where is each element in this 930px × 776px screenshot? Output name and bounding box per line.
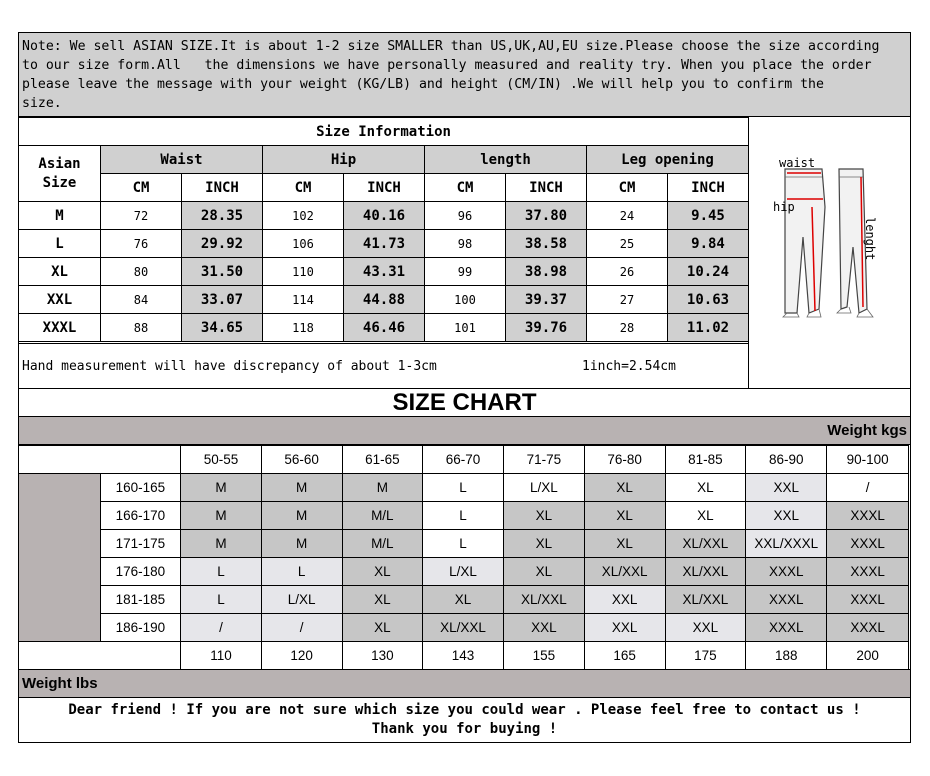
length-label: lenght <box>863 217 877 261</box>
weight-kgs-header: 71-75 <box>503 446 584 474</box>
size-cell: L <box>261 558 342 586</box>
size-cell: XL <box>503 530 584 558</box>
size-cell: XXL <box>746 502 827 530</box>
size-cell: XXL/XXXL <box>746 530 827 558</box>
cm-value: 27 <box>587 286 668 314</box>
height-row <box>19 502 909 530</box>
inch-value: 38.98 <box>506 258 587 286</box>
size-label: XXXL <box>19 314 101 342</box>
weight-kgs-header: 61-65 <box>342 446 423 474</box>
inch-value: 34.65 <box>182 314 263 342</box>
waist-label: waist <box>779 156 816 170</box>
size-cell: M <box>181 474 262 502</box>
size-cell: M <box>181 502 262 530</box>
size-cell: XXXL <box>746 586 827 614</box>
size-cell: XL <box>342 614 423 642</box>
footer-line1: Dear friend ! If you are not sure which size you could wear . Please feel free to contact us ! <box>68 702 861 718</box>
discrepancy-note: Hand measurement will have discrepancy of about 1-3cm <box>22 359 437 374</box>
cm-value: 80 <box>101 258 182 286</box>
size-cell: XL/XXL <box>584 558 665 586</box>
size-cell: XXXL <box>746 614 827 642</box>
size-cell: XXXL <box>827 558 909 586</box>
size-label: M <box>19 202 101 230</box>
asian-size-line2: Size <box>42 174 77 191</box>
asian-size-header <box>19 146 101 202</box>
note-line: to our size form.All the dimensions we have personally measured and reality try. When you place the order <box>22 58 872 73</box>
size-cell: XXL <box>665 614 746 642</box>
inch-value: 44.88 <box>344 286 425 314</box>
weight-kgs-header: 90-100 <box>827 446 909 474</box>
size-cell: L <box>181 586 262 614</box>
cm-value: 110 <box>263 258 344 286</box>
height-label: 160-165 <box>100 474 181 502</box>
footer-message <box>19 698 910 742</box>
size-row <box>19 258 749 286</box>
weight-kgs-header: 66-70 <box>423 446 504 474</box>
note-line: please leave the message with your weight (KG/LB) and height (CM/IN) .We will help you to confirm the <box>22 77 824 92</box>
hand-measurement-note <box>19 343 748 388</box>
size-cell: XL/XXL <box>665 558 746 586</box>
asian-size-line1: Asian <box>38 155 81 172</box>
inch-value: 29.92 <box>182 230 263 258</box>
footer-line2: Thank you for buying ! <box>371 721 558 737</box>
weight-lbs-row <box>19 642 909 670</box>
inch-value: 38.58 <box>506 230 587 258</box>
size-row <box>19 230 749 258</box>
size-cell: XXXL <box>827 614 909 642</box>
cm-value: 99 <box>425 258 506 286</box>
size-cell: XL <box>584 530 665 558</box>
size-cell: M/L <box>342 502 423 530</box>
cm-value: 118 <box>263 314 344 342</box>
height-label: 176-180 <box>100 558 181 586</box>
size-chart-title: SIZE CHART <box>19 388 910 417</box>
size-cell: XL/XXL <box>423 614 504 642</box>
size-cell: XL <box>342 558 423 586</box>
size-cell: XL <box>584 502 665 530</box>
height-side-column <box>19 474 101 642</box>
size-cell: / <box>181 614 262 642</box>
size-cell: XL <box>665 474 746 502</box>
corner-cell <box>19 446 181 474</box>
weight-kgs-header: 50-55 <box>181 446 262 474</box>
inch-value: 10.63 <box>668 286 749 314</box>
size-cell: XXL <box>584 614 665 642</box>
height-row <box>19 474 909 502</box>
size-cell: XL <box>665 502 746 530</box>
size-cell: XL/XXL <box>665 530 746 558</box>
inch-value: 33.07 <box>182 286 263 314</box>
size-cell: / <box>827 474 909 502</box>
inch-value: 11.02 <box>668 314 749 342</box>
size-row <box>19 202 749 230</box>
size-info-title: Size Information <box>19 118 749 146</box>
inch-value: 43.31 <box>344 258 425 286</box>
hip-label: hip <box>773 200 795 214</box>
size-cell: XXL <box>584 586 665 614</box>
inch-value: 40.16 <box>344 202 425 230</box>
inch-value: 28.35 <box>182 202 263 230</box>
unit-inch: INCH <box>344 174 425 202</box>
cm-value: 84 <box>101 286 182 314</box>
size-cell: XL <box>503 558 584 586</box>
note-line: size. <box>22 96 62 111</box>
cm-value: 28 <box>587 314 668 342</box>
height-row <box>19 558 909 586</box>
size-cell: L/XL <box>261 586 342 614</box>
size-cell: L <box>423 474 504 502</box>
height-label: 186-190 <box>100 614 181 642</box>
size-cell: XL/XXL <box>665 586 746 614</box>
size-cell: M <box>261 502 342 530</box>
size-cell: XXL <box>503 614 584 642</box>
weight-kgs-header: 86-90 <box>746 446 827 474</box>
size-cell: XL/XXL <box>503 586 584 614</box>
size-cell: XXXL <box>827 586 909 614</box>
weight-lbs-value: 143 <box>423 642 504 670</box>
unit-cm: CM <box>101 174 182 202</box>
cm-value: 98 <box>425 230 506 258</box>
size-label: XL <box>19 258 101 286</box>
cm-value: 102 <box>263 202 344 230</box>
cm-value: 106 <box>263 230 344 258</box>
inch-conversion-note: 1inch=2.54cm <box>582 359 676 374</box>
size-guide <box>18 32 911 743</box>
inch-value: 37.80 <box>506 202 587 230</box>
inch-value: 39.37 <box>506 286 587 314</box>
height-label: 171-175 <box>100 530 181 558</box>
size-cell: XL <box>503 502 584 530</box>
pants-diagram <box>748 117 911 388</box>
weight-kgs-header: 56-60 <box>261 446 342 474</box>
weight-lbs-value: 200 <box>827 642 909 670</box>
unit-cm: CM <box>587 174 668 202</box>
size-cell: M <box>261 474 342 502</box>
note-box <box>19 33 910 117</box>
cm-value: 72 <box>101 202 182 230</box>
size-cell: XL <box>423 586 504 614</box>
cm-value: 100 <box>425 286 506 314</box>
unit-cm: CM <box>425 174 506 202</box>
size-cell: XL <box>584 474 665 502</box>
size-cell: L <box>423 502 504 530</box>
size-row <box>19 286 749 314</box>
weight-kgs-header: 76-80 <box>584 446 665 474</box>
weight-lbs-value: 175 <box>665 642 746 670</box>
weight-kgs-header: 81-85 <box>665 446 746 474</box>
height-label: 166-170 <box>100 502 181 530</box>
weight-lbs-value: 120 <box>261 642 342 670</box>
size-cell: M <box>342 474 423 502</box>
weight-lbs-value: 110 <box>181 642 262 670</box>
size-cell: L/XL <box>423 558 504 586</box>
cm-value: 26 <box>587 258 668 286</box>
height-row <box>19 614 909 642</box>
unit-cm: CM <box>263 174 344 202</box>
size-label: XXL <box>19 286 101 314</box>
size-cell: XXL <box>746 474 827 502</box>
inch-value: 41.73 <box>344 230 425 258</box>
size-cell: XXXL <box>827 530 909 558</box>
size-cell: M <box>181 530 262 558</box>
size-cell: M/L <box>342 530 423 558</box>
inch-value: 10.24 <box>668 258 749 286</box>
cm-value: 96 <box>425 202 506 230</box>
note-line: Note: We sell ASIAN SIZE.It is about 1-2 size SMALLER than US,UK,AU,EU size.Please choose the size according <box>22 39 880 54</box>
size-cell: XL <box>342 586 423 614</box>
height-label: 181-185 <box>100 586 181 614</box>
length-header: length <box>425 146 587 174</box>
size-cell: L/XL <box>503 474 584 502</box>
size-label: L <box>19 230 101 258</box>
inch-value: 9.45 <box>668 202 749 230</box>
weight-lbs-value: 130 <box>342 642 423 670</box>
inch-value: 46.46 <box>344 314 425 342</box>
weight-kgs-row <box>19 446 909 474</box>
leg-opening-header: Leg opening <box>587 146 749 174</box>
size-cell: L <box>423 530 504 558</box>
waist-header: Waist <box>101 146 263 174</box>
size-cell: L <box>181 558 262 586</box>
size-chart-table <box>18 445 909 670</box>
corner-cell <box>19 642 181 670</box>
size-cell: XXXL <box>746 558 827 586</box>
size-cell: M <box>261 530 342 558</box>
cm-value: 76 <box>101 230 182 258</box>
cm-value: 24 <box>587 202 668 230</box>
weight-kgs-label: Weight kgs <box>19 417 910 445</box>
unit-inch: INCH <box>668 174 749 202</box>
height-row <box>19 586 909 614</box>
unit-inch: INCH <box>182 174 263 202</box>
weight-lbs-label: Weight lbs <box>19 669 910 698</box>
hip-header: Hip <box>263 146 425 174</box>
inch-value: 39.76 <box>506 314 587 342</box>
cm-value: 114 <box>263 286 344 314</box>
cm-value: 101 <box>425 314 506 342</box>
pants-illustration <box>749 117 911 387</box>
weight-lbs-value: 155 <box>503 642 584 670</box>
height-row <box>19 530 909 558</box>
inch-value: 31.50 <box>182 258 263 286</box>
weight-lbs-value: 165 <box>584 642 665 670</box>
weight-lbs-value: 188 <box>746 642 827 670</box>
unit-inch: INCH <box>506 174 587 202</box>
inch-value: 9.84 <box>668 230 749 258</box>
size-cell: / <box>261 614 342 642</box>
size-row <box>19 314 749 342</box>
cm-value: 25 <box>587 230 668 258</box>
size-information-table <box>18 117 749 342</box>
size-cell: XXXL <box>827 502 909 530</box>
cm-value: 88 <box>101 314 182 342</box>
